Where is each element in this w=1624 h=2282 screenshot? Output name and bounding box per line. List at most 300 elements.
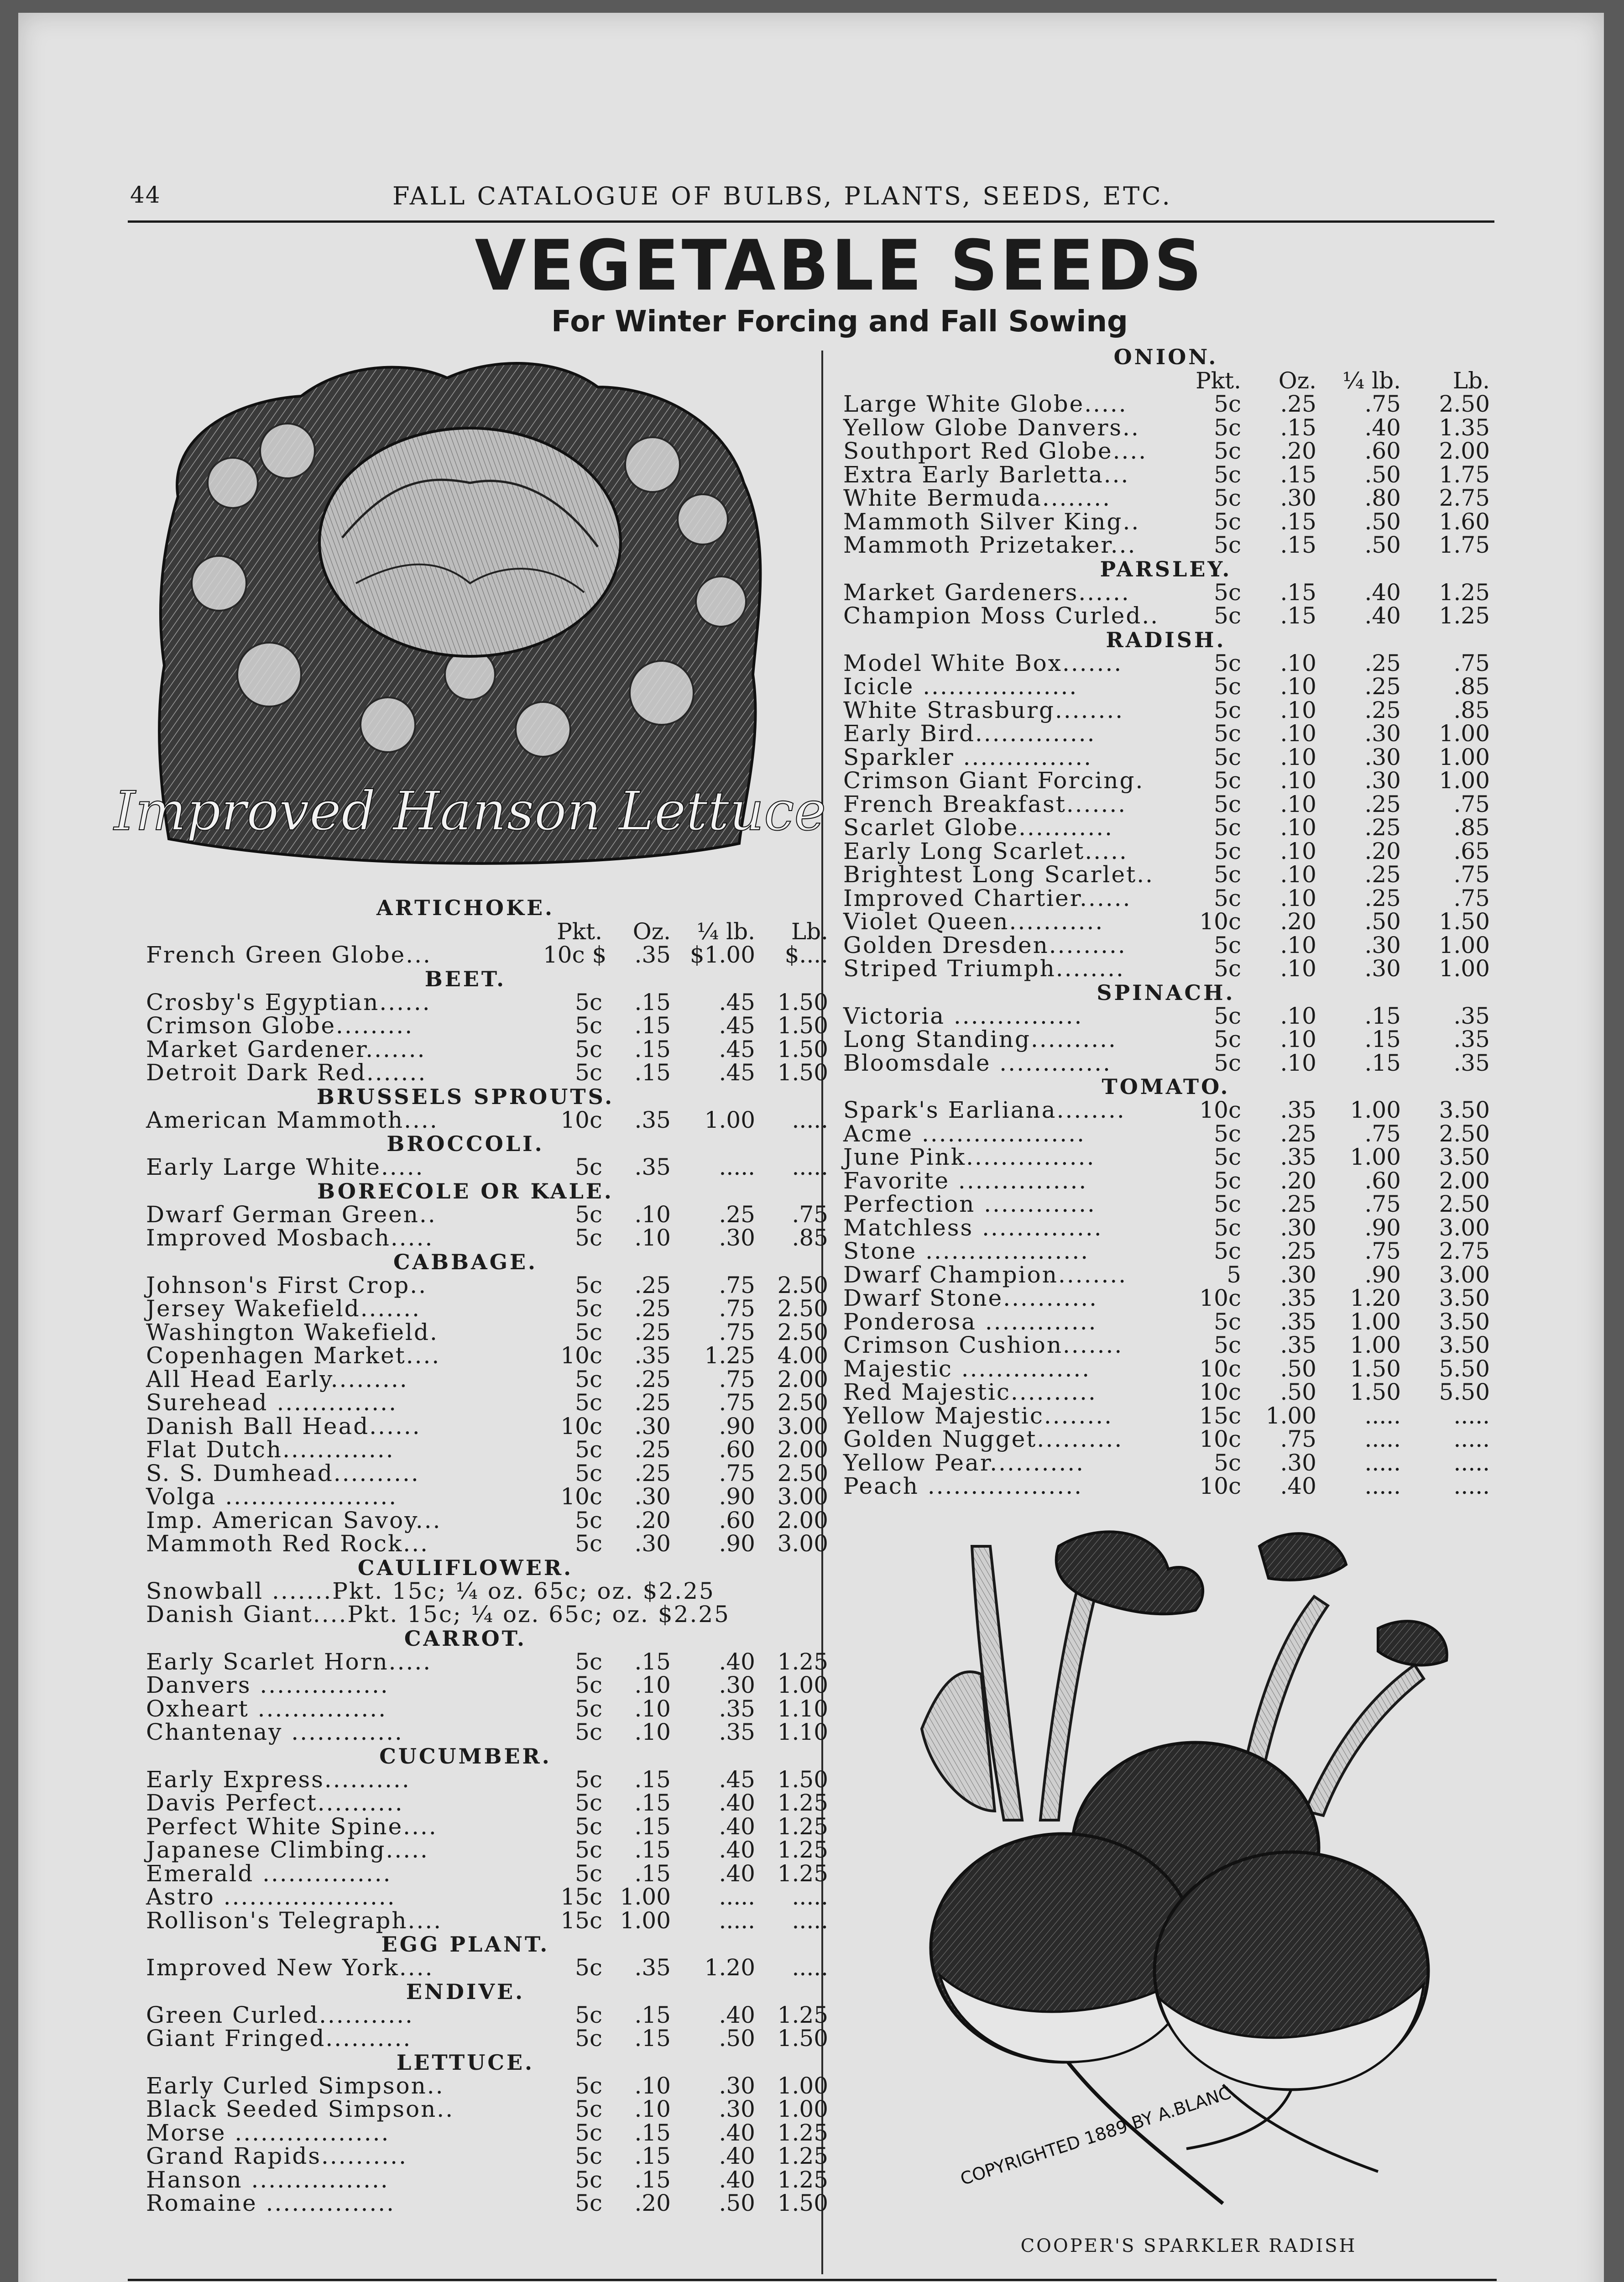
price-row	[830, 416, 1501, 440]
price-lb: 1.00	[1439, 932, 1490, 958]
price-ounce: .10	[634, 2072, 671, 2099]
column-header: Lb.	[1452, 367, 1490, 394]
price-ounce: .25	[634, 1436, 671, 1463]
price-lb: 2.00	[777, 1507, 828, 1534]
price-lb: 1.00	[1439, 720, 1490, 747]
price-quarter-lb: .25	[1364, 790, 1401, 817]
price-packet: 10c	[1199, 1473, 1241, 1499]
price-ounce: .15	[634, 2025, 671, 2052]
price-packet: 5c	[575, 1695, 602, 1722]
price-packet: 5c	[1214, 1214, 1241, 1241]
price-quarter-lb: .75	[1364, 391, 1401, 417]
price-quarter-lb: .25	[1364, 861, 1401, 888]
price-quarter-lb: .25	[1364, 814, 1401, 841]
price-lb: 1.60	[1439, 508, 1490, 535]
price-ounce: .15	[634, 1837, 671, 1863]
price-lb: 1.25	[777, 1860, 828, 1887]
price-packet: 5c	[1214, 861, 1241, 888]
price-row	[128, 2190, 828, 2216]
price-quarter-lb: .....	[719, 1884, 755, 1910]
price-row	[830, 1169, 1501, 1193]
price-lb: .....	[792, 1884, 828, 1910]
price-row	[128, 1342, 828, 1369]
price-ounce: .15	[634, 1860, 671, 1887]
price-packet: 5c	[575, 1648, 602, 1675]
price-quarter-lb: .15	[1364, 1002, 1401, 1029]
price-lb: .85	[792, 1225, 828, 1251]
price-packet: 10c $	[543, 942, 607, 968]
price-row	[830, 1263, 1501, 1287]
price-quarter-lb: $1.00	[689, 942, 755, 968]
price-lb: 1.50	[777, 2025, 828, 2052]
price-packet: 10c	[1199, 1285, 1241, 1311]
price-packet: 5c	[1214, 1120, 1241, 1147]
variety-name: Jersey Wakefield.......	[146, 1295, 421, 1322]
price-ounce: .15	[634, 2143, 671, 2169]
price-row	[830, 910, 1501, 934]
section-heading: PARSLEY.	[1100, 556, 1232, 581]
price-ounce: .10	[1280, 1026, 1316, 1052]
price-ounce: .10	[634, 1672, 671, 1698]
price-packet: 5c	[1214, 649, 1241, 676]
variety-name: Improved Mosbach.....	[146, 1225, 434, 1251]
price-ounce: .20	[634, 1507, 671, 1534]
price-quarter-lb: 1.25	[704, 1342, 755, 1369]
variety-name: Yellow Majestic........	[843, 1402, 1113, 1429]
variety-name: Hanson ................	[146, 2166, 389, 2193]
price-packet: 5c	[575, 2025, 602, 2052]
price-quarter-lb: .50	[1364, 508, 1401, 535]
price-packet: 5c	[1214, 461, 1241, 488]
price-lb: 1.50	[777, 1036, 828, 1062]
price-lb: 1.00	[1439, 955, 1490, 982]
price-lb: 1.25	[777, 1813, 828, 1840]
price-packet: 5c	[575, 1530, 602, 1557]
variety-name: June Pink...............	[843, 1144, 1096, 1170]
footer-rule	[128, 2279, 1497, 2281]
price-ounce: .10	[1280, 673, 1316, 700]
price-row	[830, 1357, 1501, 1381]
price-row	[830, 887, 1501, 911]
price-lb: 1.25	[777, 2166, 828, 2193]
variety-name: Danvers ...............	[146, 1672, 389, 1698]
price-row	[830, 1428, 1501, 1451]
variety-name: Mammoth Red Rock...	[146, 1530, 429, 1557]
price-quarter-lb: .25	[1364, 673, 1401, 700]
column-header: Pkt.	[1196, 367, 1241, 394]
price-lb: 1.35	[1439, 414, 1490, 441]
price-lb: .85	[1453, 673, 1490, 700]
price-row	[830, 816, 1501, 840]
price-lb: $....	[784, 942, 828, 968]
price-lb: 3.00	[777, 1483, 828, 1510]
price-lb: 3.50	[1439, 1144, 1490, 1170]
price-ounce: .10	[1280, 837, 1316, 864]
price-packet: 5c	[1214, 885, 1241, 911]
price-quarter-lb: 1.20	[704, 1954, 755, 1981]
price-row	[830, 863, 1501, 887]
price-row	[830, 1287, 1501, 1310]
variety-name: Improved New York....	[146, 1954, 434, 1981]
section-heading: BEET.	[424, 966, 507, 991]
price-packet: 5c	[575, 1295, 602, 1322]
price-quarter-lb: .45	[719, 1012, 755, 1039]
price-quarter-lb: .75	[719, 1272, 755, 1298]
price-ounce: 1.00	[620, 1907, 671, 1934]
price-ounce: .30	[1280, 1261, 1316, 1288]
price-quarter-lb: .40	[1364, 579, 1401, 606]
price-quarter-lb: .15	[1364, 1049, 1401, 1076]
price-ounce: .35	[634, 1342, 671, 1369]
price-lb: 2.50	[777, 1272, 828, 1298]
variety-name: Danish Ball Head......	[146, 1413, 421, 1439]
price-quarter-lb: .30	[1364, 955, 1401, 982]
price-lb: 2.50	[1439, 1191, 1490, 1217]
price-quarter-lb: .35	[719, 1719, 755, 1745]
price-ounce: .25	[634, 1460, 671, 1486]
price-packet: 10c	[1199, 1379, 1241, 1405]
price-row	[830, 837, 1501, 864]
page-number: 44	[130, 182, 161, 208]
price-row	[830, 604, 1501, 628]
variety-name: Champion Moss Curled..	[843, 602, 1159, 629]
price-ounce: .35	[1280, 1308, 1316, 1335]
variety-name: Ponderosa .............	[843, 1308, 1097, 1335]
variety-name: Astro ....................	[146, 1884, 396, 1910]
section-heading: BORECOLE OR KALE.	[317, 1178, 614, 1204]
variety-name: Mammoth Prizetaker...	[843, 532, 1137, 558]
price-quarter-lb: .20	[1364, 837, 1401, 864]
variety-name: Southport Red Globe....	[843, 438, 1148, 464]
price-packet: 5c	[575, 1036, 602, 1062]
variety-name: Giant Fringed..........	[146, 2025, 412, 2052]
price-ounce: .10	[1280, 790, 1316, 817]
variety-name: Matchless ..............	[843, 1214, 1103, 1241]
price-lb: .35	[1453, 1026, 1490, 1052]
section-heading: RADISH.	[1106, 627, 1226, 652]
price-lb: 3.50	[1439, 1308, 1490, 1335]
variety-name: French Breakfast.......	[843, 790, 1127, 817]
price-lb: 1.10	[777, 1695, 828, 1722]
price-row	[128, 1790, 828, 1816]
price-row	[128, 1483, 828, 1510]
price-ounce: .15	[634, 1813, 671, 1840]
price-ounce: .30	[1280, 1449, 1316, 1476]
price-packet: 5c	[1214, 673, 1241, 700]
price-quarter-lb: .50	[719, 2190, 755, 2216]
section-heading: CAULIFLOWER.	[357, 1555, 574, 1580]
price-row	[830, 1049, 1501, 1076]
price-row	[128, 989, 828, 1015]
price-quarter-lb: .30	[719, 2072, 755, 2099]
variety-name: Detroit Dark Red.......	[146, 1059, 427, 1086]
price-lb: .....	[792, 1154, 828, 1180]
price-lb: .75	[1453, 885, 1490, 911]
variety-name: Yellow Globe Danvers..	[843, 414, 1140, 441]
price-packet: 5c	[575, 1766, 602, 1793]
price-list-right	[830, 345, 1501, 1498]
price-quarter-lb: .30	[1364, 743, 1401, 770]
variety-name: Dwarf German Green..	[146, 1201, 437, 1228]
price-packet: 10c	[560, 1342, 602, 1369]
price-row	[830, 534, 1501, 557]
price-ounce: .30	[1280, 1214, 1316, 1241]
price-row	[128, 1436, 828, 1463]
variety-name: Market Gardeners......	[843, 579, 1130, 606]
variety-name: Violet Queen...........	[843, 908, 1104, 935]
price-quarter-lb: .45	[719, 1766, 755, 1793]
variety-name: White Strasburg........	[843, 696, 1124, 723]
price-ounce: .10	[1280, 767, 1316, 794]
column-headers	[128, 918, 828, 945]
price-quarter-lb: 1.00	[1350, 1144, 1401, 1170]
price-row	[128, 942, 828, 968]
variety-name: Flat Dutch.............	[146, 1436, 395, 1463]
variety-name: Black Seeded Simpson..	[146, 2096, 454, 2122]
price-packet: 5c	[575, 1154, 602, 1180]
price-row	[830, 1193, 1501, 1216]
price-row	[830, 1310, 1501, 1334]
variety-name: Victoria ...............	[843, 1002, 1083, 1029]
price-row	[128, 1695, 828, 1722]
price-lb: 2.50	[777, 1460, 828, 1486]
price-row	[128, 1413, 828, 1439]
price-quarter-lb: .....	[1364, 1449, 1401, 1476]
price-packet: 5c	[575, 2143, 602, 2169]
variety-name: American Mammoth....	[146, 1106, 439, 1133]
price-row	[830, 1146, 1501, 1169]
price-lb: 1.10	[777, 1719, 828, 1745]
price-packet: 10c	[1199, 1355, 1241, 1382]
section-heading: ARTICHOKE.	[376, 895, 555, 920]
price-packet: 5c	[575, 1790, 602, 1816]
price-row	[830, 934, 1501, 958]
price-ounce: .25	[634, 1389, 671, 1416]
variety-name: White Bermuda........	[843, 485, 1111, 511]
price-ounce: .35	[1280, 1285, 1316, 1311]
section-heading: CUCUMBER.	[379, 1743, 552, 1769]
column-header: ¼ lb.	[1342, 367, 1401, 394]
price-packet: 5c	[1214, 743, 1241, 770]
price-ounce: .10	[1280, 1002, 1316, 1029]
column-header: Pkt.	[557, 918, 602, 945]
price-quarter-lb: .40	[1364, 602, 1401, 629]
price-quarter-lb: .....	[1364, 1426, 1401, 1452]
price-quarter-lb: .90	[719, 1530, 755, 1557]
variety-name: Extra Early Barletta...	[843, 461, 1130, 488]
price-ounce: .10	[634, 1719, 671, 1745]
price-lb: .....	[792, 1954, 828, 1981]
variety-name: Romaine ...............	[146, 2190, 396, 2216]
price-row	[128, 2166, 828, 2193]
price-lb: 1.25	[777, 1790, 828, 1816]
price-packet: 5c	[1214, 1191, 1241, 1217]
variety-name: Market Gardener.......	[146, 1036, 426, 1062]
price-quarter-lb: 1.20	[1350, 1285, 1401, 1311]
price-ounce: .10	[1280, 955, 1316, 982]
price-row	[830, 1099, 1501, 1122]
price-ounce: .15	[1280, 461, 1316, 488]
price-ounce: .35	[634, 942, 671, 968]
price-quarter-lb: .....	[719, 1907, 755, 1934]
price-quarter-lb: 1.50	[1350, 1379, 1401, 1405]
price-row	[830, 1002, 1501, 1029]
price-quarter-lb: .30	[719, 1225, 755, 1251]
variety-name: Early Long Scarlet.....	[843, 837, 1128, 864]
variety-name: Improved Chartier......	[843, 885, 1132, 911]
price-ounce: .10	[1280, 1049, 1316, 1076]
price-lb: .35	[1453, 1002, 1490, 1029]
price-packet: 5c	[575, 1860, 602, 1887]
price-ounce: .50	[1280, 1379, 1316, 1405]
variety-name: Majestic ...............	[843, 1355, 1091, 1382]
variety-name: Mammoth Silver King..	[843, 508, 1140, 535]
price-quarter-lb: .75	[1364, 1238, 1401, 1264]
price-lb: 1.25	[777, 2001, 828, 2028]
price-ounce: .35	[634, 1154, 671, 1180]
price-ounce: .30	[634, 1483, 671, 1510]
variety-name: Crimson Cushion.......	[843, 1332, 1123, 1358]
price-lb: 3.00	[777, 1530, 828, 1557]
price-ounce: .25	[634, 1319, 671, 1345]
price-ounce: 1.00	[1265, 1402, 1316, 1429]
price-packet: 5c	[575, 2190, 602, 2216]
price-packet: 5c	[1214, 1167, 1241, 1194]
price-ounce: .10	[1280, 720, 1316, 747]
price-row	[830, 1028, 1501, 1052]
column-header: ¼ lb.	[696, 918, 755, 945]
price-quarter-lb: .30	[1364, 720, 1401, 747]
price-row	[830, 957, 1501, 981]
price-lb: .85	[1453, 696, 1490, 723]
price-lb: 1.75	[1439, 461, 1490, 488]
price-lb: 1.50	[777, 1012, 828, 1039]
price-ounce: .10	[1280, 743, 1316, 770]
variety-name: Oxheart ...............	[146, 1695, 387, 1722]
section-heading: BROCCOLI.	[386, 1131, 544, 1156]
price-packet: 5c	[1214, 1002, 1241, 1029]
price-ounce: .20	[1280, 438, 1316, 464]
price-row	[128, 1036, 828, 1062]
price-ounce: .10	[1280, 885, 1316, 911]
price-row	[830, 440, 1501, 463]
price-packet: 5c	[575, 1954, 602, 1981]
price-quarter-lb: .75	[1364, 1191, 1401, 1217]
variety-name: Peach ..................	[843, 1473, 1083, 1499]
price-packet: 5c	[575, 1389, 602, 1416]
price-quarter-lb: .60	[719, 1436, 755, 1463]
price-quarter-lb: .40	[719, 1813, 755, 1840]
section-heading: BRUSSELS SPROUTS.	[316, 1084, 615, 1109]
price-lb: 5.50	[1439, 1379, 1490, 1405]
price-quarter-lb: .....	[719, 1154, 755, 1180]
variety-name: All Head Early.........	[146, 1366, 408, 1392]
price-lb: 3.50	[1439, 1097, 1490, 1123]
price-packet: 5c	[575, 1059, 602, 1086]
price-lb: .....	[792, 1106, 828, 1133]
price-packet: 10c	[560, 1483, 602, 1510]
price-lb: 1.50	[777, 1766, 828, 1793]
price-ounce: .10	[1280, 932, 1316, 958]
price-row	[128, 1672, 828, 1698]
price-ounce: .40	[1280, 1473, 1316, 1499]
price-ounce: .15	[634, 1766, 671, 1793]
price-quarter-lb: .90	[1364, 1214, 1401, 1241]
variety-name: Red Majestic..........	[843, 1379, 1097, 1405]
price-ounce: .35	[1280, 1097, 1316, 1123]
price-ounce: .15	[634, 2166, 671, 2193]
price-ounce: .15	[1280, 508, 1316, 535]
variety-name: Sparkler ...............	[843, 743, 1093, 770]
section-heading: CABBAGE.	[393, 1249, 538, 1274]
price-row	[128, 1719, 828, 1745]
column-header: Oz.	[1278, 367, 1316, 394]
price-lb: .....	[1453, 1402, 1490, 1429]
price-ounce: .20	[1280, 908, 1316, 935]
price-ounce: .35	[1280, 1144, 1316, 1170]
price-row	[830, 722, 1501, 746]
variety-name: Acme ...................	[843, 1120, 1086, 1147]
price-packet: 5	[1227, 1261, 1241, 1288]
price-lb: 1.50	[1439, 908, 1490, 935]
price-quarter-lb: .....	[1364, 1473, 1401, 1499]
price-ounce: .35	[1280, 1332, 1316, 1358]
price-packet: 15c	[560, 1907, 602, 1934]
price-quarter-lb: .40	[719, 2166, 755, 2193]
price-row	[128, 1389, 828, 1416]
price-row	[128, 1201, 828, 1228]
price-quarter-lb: .30	[1364, 767, 1401, 794]
price-row	[830, 463, 1501, 487]
price-packet: 15c	[1199, 1402, 1241, 1429]
price-packet: 5c	[1214, 532, 1241, 558]
price-row	[128, 1225, 828, 1251]
price-row	[830, 769, 1501, 793]
variety-name: Icicle ..................	[843, 673, 1078, 700]
lettuce-label: Improved Hanson Lettuce	[114, 780, 826, 843]
variety-name: Johnson's First Crop..	[146, 1272, 428, 1298]
variety-name: Crosby's Egyptian......	[146, 989, 431, 1015]
radish-caption: COOPER'S SPARKLER RADISH	[1020, 2235, 1357, 2256]
price-packet: 5c	[1214, 485, 1241, 511]
section-heading: CARROT.	[404, 1626, 527, 1651]
price-ounce: .35	[634, 1954, 671, 1981]
price-quarter-lb: .60	[1364, 1167, 1401, 1194]
price-ounce: .15	[1280, 532, 1316, 558]
variety-name: Chantenay .............	[146, 1719, 403, 1745]
price-lb: 2.00	[777, 1436, 828, 1463]
price-quarter-lb: .15	[1364, 1026, 1401, 1052]
price-quarter-lb: 1.50	[1350, 1355, 1401, 1382]
price-quarter-lb: 1.00	[1350, 1308, 1401, 1335]
price-row	[830, 743, 1501, 770]
price-row	[830, 675, 1501, 699]
price-lb: .75	[1453, 861, 1490, 888]
price-ounce: .35	[634, 1106, 671, 1133]
section-heading: TOMATO.	[1102, 1074, 1230, 1099]
variety-name: Morse ..................	[146, 2119, 390, 2146]
price-ounce: .50	[1280, 1355, 1316, 1382]
price-lb: 2.50	[777, 1389, 828, 1416]
price-quarter-lb: 1.00	[1350, 1332, 1401, 1358]
price-row	[128, 1530, 828, 1557]
price-row	[128, 2096, 828, 2122]
price-quarter-lb: .60	[719, 1507, 755, 1534]
price-quarter-lb: .75	[719, 1366, 755, 1392]
price-packet: 5c	[1214, 767, 1241, 794]
section-heading: ENDIVE.	[406, 1979, 525, 2004]
price-row	[128, 1813, 828, 1840]
